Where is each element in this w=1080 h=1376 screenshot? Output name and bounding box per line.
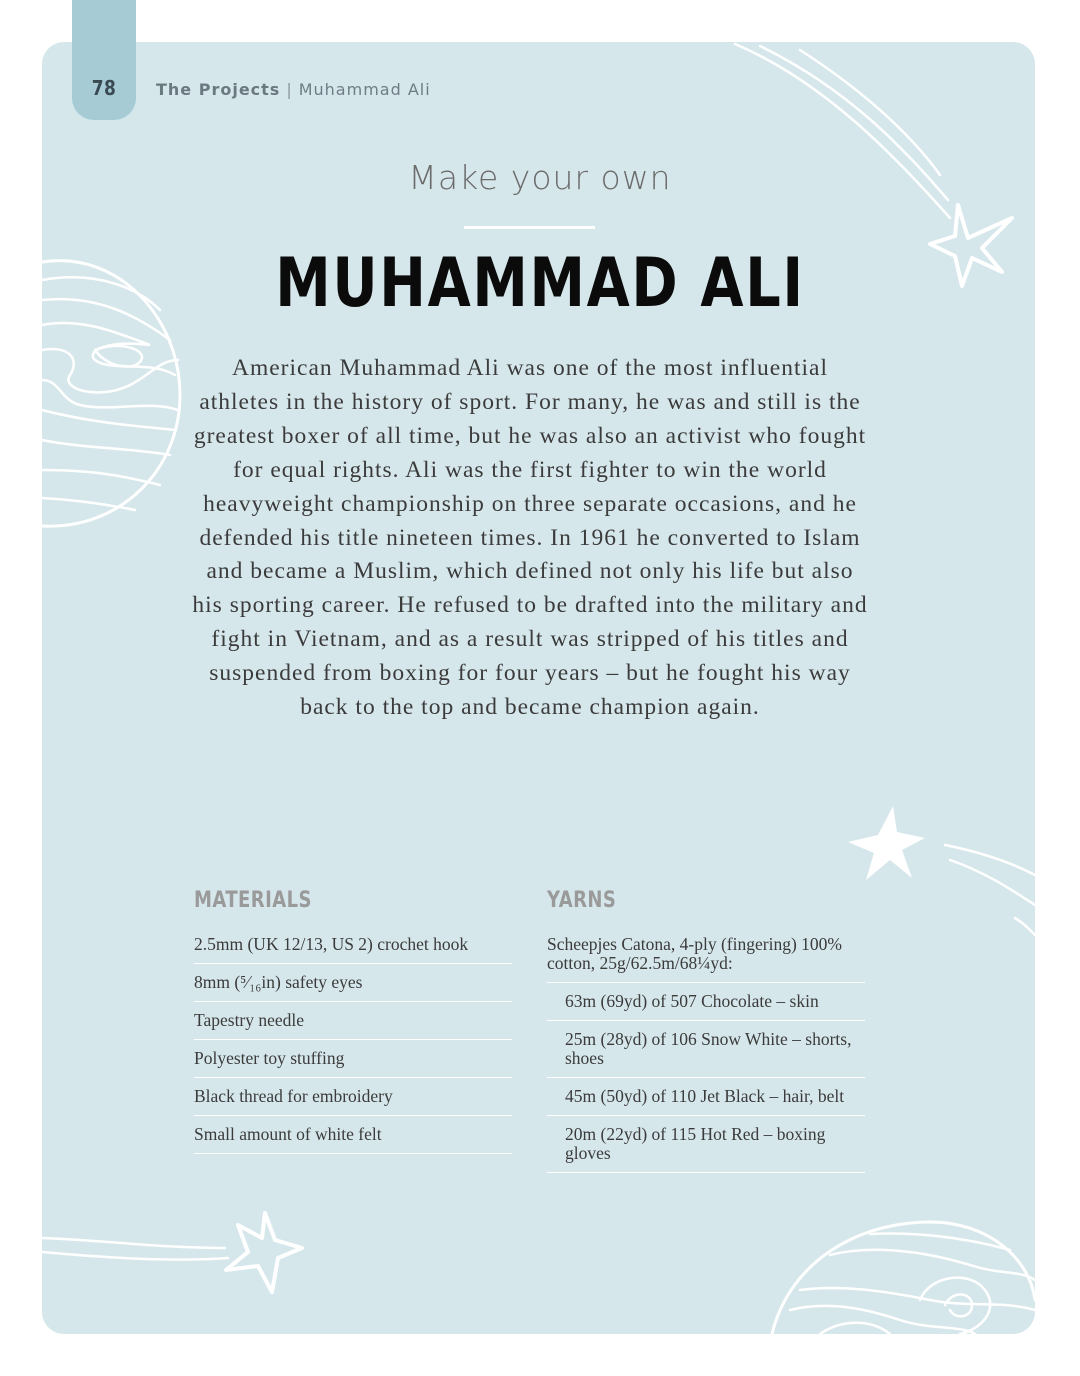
title-kicker: Make your own [408, 158, 672, 197]
yarns-list [547, 926, 865, 1173]
list-item: 63m (69yd) of 507 Chocolate – skin [547, 983, 865, 1021]
list-item: 20m (22yd) of 115 Hot Red – boxing gloves [547, 1116, 865, 1173]
page-number: 78 [91, 76, 117, 100]
list-item: 2.5mm (UK 12/13, US 2) crochet hook [194, 926, 512, 964]
yarns-intro: Scheepjes Catona, 4-ply (fingering) 100% cotton, 25g/62.5m/68¼yd: [547, 926, 865, 983]
running-header-section: The Projects [156, 80, 281, 99]
page-title: MUHAMMAD ALI [275, 244, 805, 323]
list-item: 25m (28yd) of 106 Snow White – shorts, shoes [547, 1021, 865, 1078]
list-item: Black thread for embroidery [194, 1078, 512, 1116]
running-header [156, 80, 431, 99]
list-item: Small amount of white felt [194, 1116, 512, 1154]
running-header-separator: | [286, 80, 293, 99]
running-header-chapter: Muhammad Ali [298, 80, 431, 99]
materials-heading: MATERIALS [194, 888, 312, 913]
intro-paragraph: American Muhammad Ali was one of the most influential athletes in the history of sport. For many, he was and still is the greatest boxer of all time, but he was also an activist who fought for equal rights. Ali was the first fighter to win the world heavyweight championship on three separate occasions, and he defended his title nineteen times. In 1961 he converted to Islam and became a Muslim, which defined not only his life but also his sporting career. He refused to be drafted into the military and fight in Vietnam, and as a result was stripped of his titles and suspended from boxing for four years – but he fought his way back to the top and became champion again. [192, 355, 868, 721]
page-number-tab [72, 0, 136, 120]
list-item: 8mm (⁵⁄₁₆in) safety eyes [194, 964, 512, 1002]
materials-list [194, 926, 512, 1154]
title-divider [464, 226, 595, 229]
yarns-heading: YARNS [547, 888, 617, 913]
list-item: Tapestry needle [194, 1002, 512, 1040]
list-item: 45m (50yd) of 110 Jet Black – hair, belt [547, 1078, 865, 1116]
list-item: Polyester toy stuffing [194, 1040, 512, 1078]
